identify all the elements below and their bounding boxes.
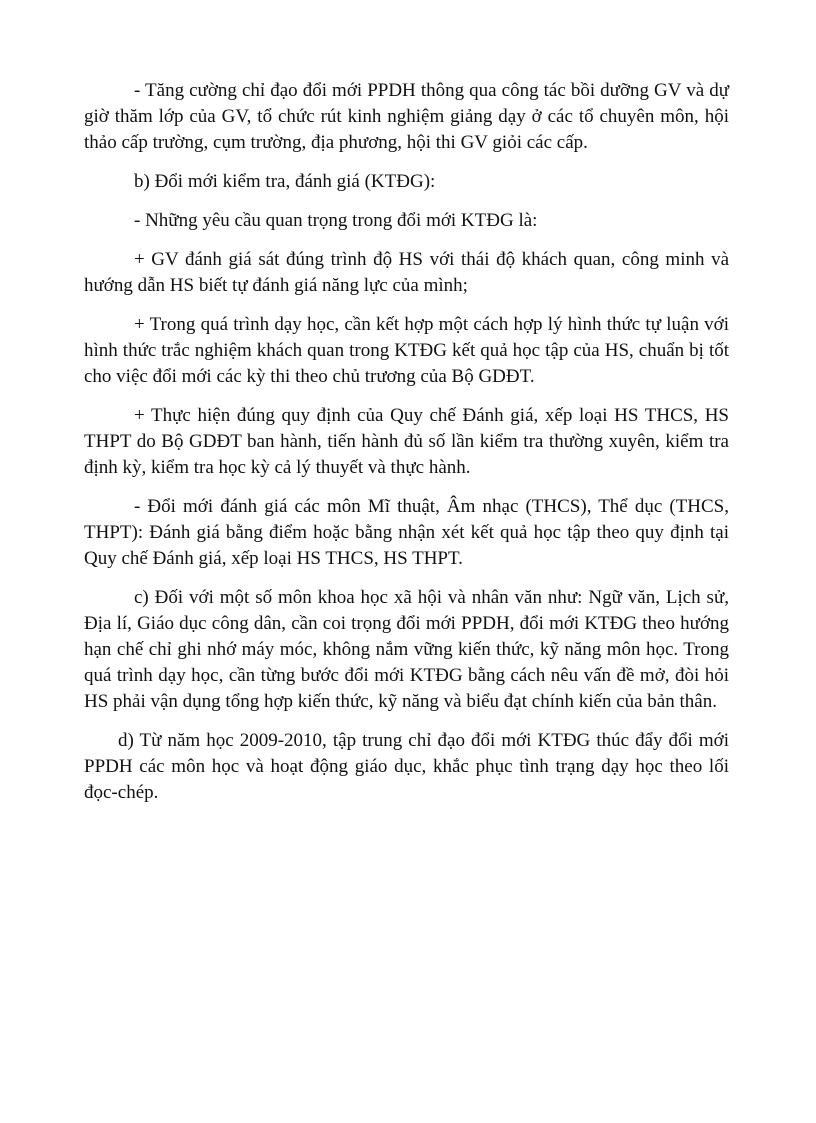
paragraph-teaching-methods: - Tăng cường chỉ đạo đổi mới PPDH thông qua công tác bồi dưỡng GV và dự giờ thăm lớp của GV, tổ chức rút kinh nghiệm giảng dạy ở các tổ chuyên môn, hội thảo cấp trường, cụm trường, địa phương, hội thi GV giỏi các cấp. <box>84 80 729 153</box>
document-body <box>84 78 729 806</box>
paragraph-arts-and-pe-assessment: - Đổi mới đánh giá các môn Mĩ thuật, Âm nhạc (THCS), Thể dục (THCS, THPT): Đánh giá bằng điểm hoặc bằng nhận xét kết quả học tập theo quy định tại Quy chế Đánh giá, xếp loại HS THCS, HS THPT. <box>84 496 729 569</box>
paragraph-heading-b: b) Đổi mới kiểm tra, đánh giá (KTĐG): <box>134 171 436 192</box>
paragraph-heading-d-school-year: d) Từ năm học 2009-2010, tập trung chỉ đạo đổi mới KTĐG thúc đẩy đổi mới PPDH các môn học và hoạt động giáo dục, khắc phục tình trạng dạy học theo lối đọc-chép. <box>84 730 729 803</box>
paragraph-teacher-assessment: + GV đánh giá sát đúng trình độ HS với thái độ khách quan, công minh và hướng dẫn HS biết tự đánh giá năng lực của mình; <box>84 249 729 296</box>
paragraph-regulation-compliance: + Thực hiện đúng quy định của Quy chế Đánh giá, xếp loại HS THCS, HS THPT do Bộ GDĐT ban hành, tiến hành đủ số lần kiểm tra thường xuyên, kiểm tra định kỳ, kiểm tra học kỳ cả lý thuyết và thực hành. <box>84 405 729 478</box>
paragraph-requirements: - Những yêu cầu quan trọng trong đổi mới KTĐG là: <box>134 210 538 231</box>
paragraph-essay-and-objective-tests: + Trong quá trình dạy học, cần kết hợp một cách hợp lý hình thức tự luận với hình thức trắc nghiệm khách quan trong KTĐG kết quả học tập của HS, chuẩn bị tốt cho việc đổi mới các kỳ thi theo chủ trương của Bộ GDĐT. <box>84 314 729 387</box>
paragraph-heading-c-social-sciences: c) Đối với một số môn khoa học xã hội và nhân văn như: Ngữ văn, Lịch sử, Địa lí, Giáo dục công dân, cần coi trọng đổi mới PPDH, đổi mới KTĐG theo hướng hạn chế chỉ ghi nhớ máy móc, không nắm vững kiến thức, kỹ năng môn học. Trong quá trình dạy học, cần từng bước đổi mới KTĐG bằng cách nêu vấn đề mở, đòi hỏi HS phải vận dụng tổng hợp kiến thức, kỹ năng và biểu đạt chính kiến của bản thân. <box>84 587 729 712</box>
